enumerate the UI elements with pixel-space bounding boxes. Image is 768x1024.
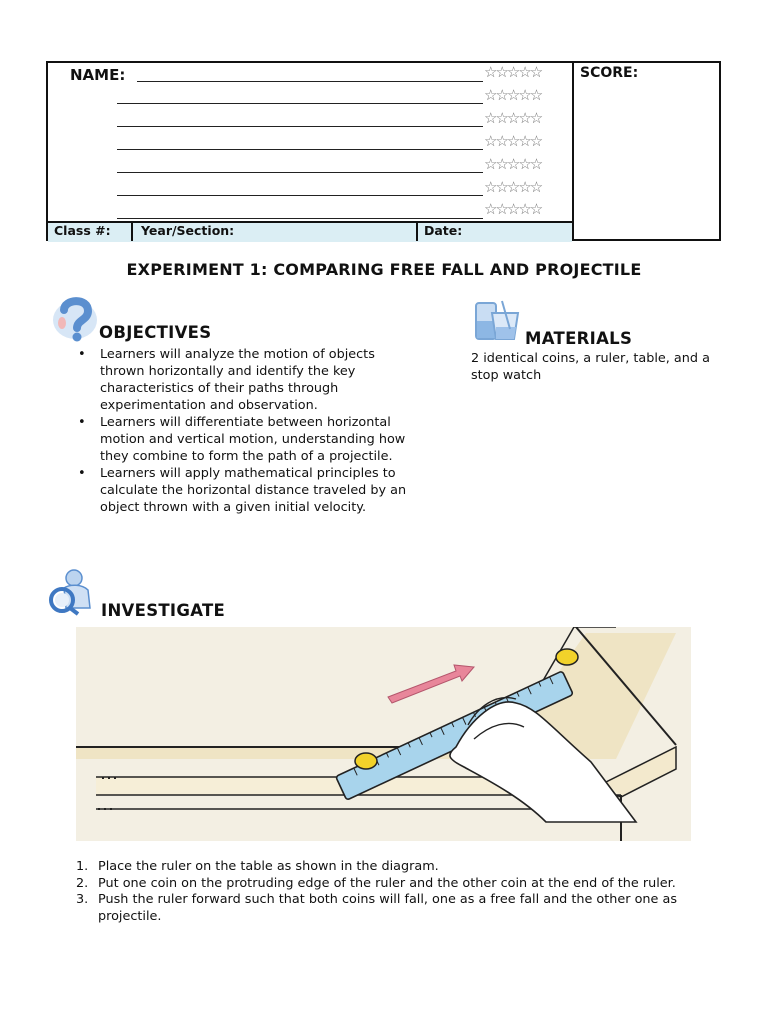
class-number-label: Class #: (54, 223, 111, 238)
coin-on-ruler-edge (355, 753, 377, 769)
cell-divider (131, 221, 133, 241)
objectives-list (76, 346, 416, 516)
question-mark-icon (50, 293, 100, 343)
star-rating-icon[interactable]: ☆☆☆☆☆ (484, 132, 542, 150)
step-number: 3. (76, 892, 89, 907)
name-field-line[interactable] (117, 126, 483, 127)
materials-heading: MATERIALS (525, 329, 633, 348)
step-item (76, 892, 726, 925)
step-text: Place the ruler on the table as shown in the diagram. (98, 859, 439, 874)
date-label: Date: (424, 223, 463, 238)
step-item (76, 876, 726, 893)
objective-item: • Learners will differentiate between horizontal motion and vertical motion, understanding how they combine to form the path of a projectile. (76, 414, 416, 465)
magnifier-scientist-icon (46, 566, 102, 616)
step-text: Push the ruler forward such that both coins will fall, one as a free fall and the other one as projectile. (98, 892, 677, 924)
materials-text: 2 identical coins, a ruler, table, and a stop watch (471, 351, 710, 383)
coin-at-ruler-end (556, 649, 578, 665)
student-info-table (46, 61, 721, 241)
star-rating-icon[interactable]: ☆☆☆☆☆ (484, 109, 542, 127)
star-rating-icon[interactable]: ☆☆☆☆☆ (484, 63, 542, 81)
lab-beaker-icon (472, 295, 526, 343)
step-item (76, 859, 726, 876)
objective-item: • Learners will analyze the motion of objects thrown horizontally and identify the key characteristics of their paths through experimentation and observation. (76, 346, 416, 414)
name-field-line[interactable] (117, 218, 483, 219)
star-rating-icon[interactable]: ☆☆☆☆☆ (484, 155, 542, 173)
step-number: 2. (76, 875, 89, 891)
investigate-heading: INVESTIGATE (101, 601, 226, 620)
objectives-heading: OBJECTIVES (99, 323, 212, 342)
star-rating-icon[interactable]: ☆☆☆☆☆ (484, 200, 542, 218)
score-label: SCORE: (580, 65, 639, 81)
ruler-on-table-diagram (76, 627, 691, 841)
name-field-line[interactable] (137, 81, 483, 82)
experiment-title: EXPERIMENT 1: COMPARING FREE FALL AND PROJECTILE (126, 260, 642, 279)
investigate-steps (76, 859, 726, 925)
star-rating-icon[interactable]: ☆☆☆☆☆ (484, 86, 542, 104)
name-field-line[interactable] (117, 172, 483, 173)
score-column-divider (572, 61, 574, 241)
class-info-row (48, 221, 572, 242)
name-field-line[interactable] (117, 195, 483, 196)
step-text: Put one coin on the protruding edge of the ruler and the other coin at the end of the ruler. (98, 875, 676, 891)
star-rating-icon[interactable]: ☆☆☆☆☆ (484, 178, 542, 196)
objective-item: • Learners will apply mathematical principles to calculate the horizontal distance traveled by an object thrown with a given initial velocity. (76, 465, 416, 516)
name-label: NAME: (70, 66, 126, 84)
name-field-line[interactable] (117, 149, 483, 150)
name-field-line[interactable] (117, 103, 483, 104)
cell-divider (416, 221, 418, 241)
step-number: 1. (76, 859, 89, 874)
year-section-label: Year/Section: (141, 223, 235, 238)
